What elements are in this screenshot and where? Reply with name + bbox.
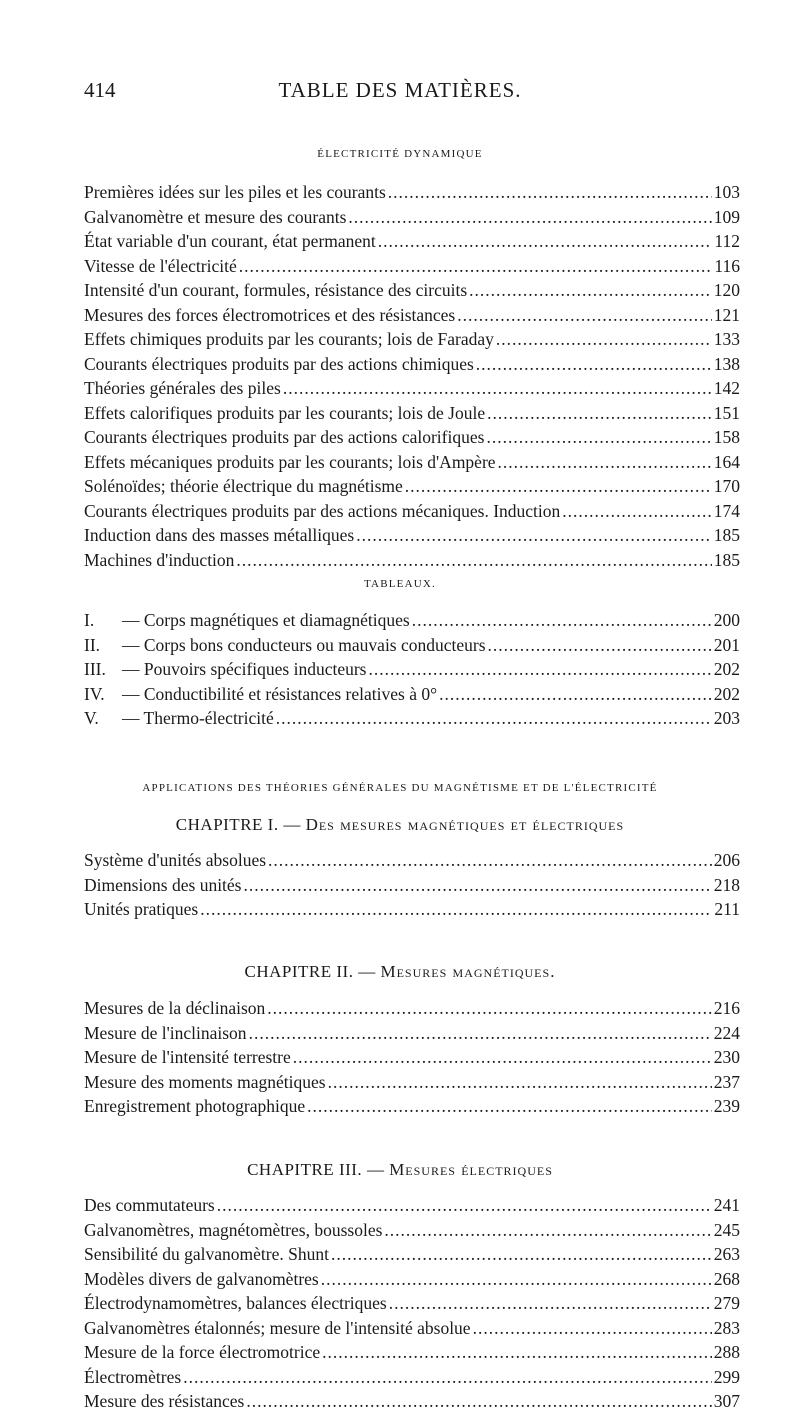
entry-title: Galvanomètres, magnétomètres, boussoles — [84, 1219, 383, 1240]
leader-dots — [498, 452, 712, 473]
entry-title: Induction dans des masses métalliques — [84, 525, 355, 545]
leader-dots — [389, 1293, 712, 1314]
entry-page: 164 — [713, 451, 740, 472]
toc-entry — [84, 182, 740, 207]
leader-dots — [293, 1047, 712, 1068]
toc-chapter-2 — [84, 998, 740, 1121]
chapter-heading-3 — [0, 1160, 800, 1180]
entry-title: Électromètres — [84, 1366, 182, 1387]
chapter-heading-2 — [0, 962, 800, 982]
leader-dots — [322, 1342, 712, 1363]
leader-dots — [384, 1220, 711, 1241]
entry-title: Solénoïdes; théorie électrique du magnétisme — [84, 476, 403, 496]
entry-title: Premières idées sur les piles et les courants — [84, 182, 386, 202]
entry-page: 133 — [713, 329, 740, 349]
leader-dots — [488, 635, 712, 656]
entry-page: 230 — [713, 1047, 740, 1067]
entry-title: Vitesse de l'électricité — [84, 255, 237, 276]
leader-dots — [348, 207, 711, 228]
entry-page: 263 — [713, 1244, 740, 1264]
leader-dots — [276, 708, 712, 729]
entry-title: Électrodynamomètres, balances électriques — [84, 1293, 387, 1313]
toc-entry — [84, 231, 740, 256]
leader-dots — [267, 998, 711, 1019]
entry-title: — Pouvoirs spécifiques inducteurs — [122, 659, 367, 679]
leader-dots — [331, 1244, 712, 1265]
leader-dots — [469, 280, 712, 301]
chapter-heading-1 — [0, 815, 800, 835]
entry-page: 201 — [713, 634, 740, 655]
entry-page: 283 — [713, 1317, 740, 1338]
leader-dots — [473, 1318, 712, 1339]
toc-entry — [84, 659, 740, 684]
entry-page: 170 — [713, 476, 740, 496]
entry-title: Enregistrement photographique — [84, 1096, 306, 1116]
entry-page: 121 — [713, 304, 740, 325]
entry-number: V. — [84, 708, 99, 728]
leader-dots — [457, 305, 712, 326]
toc-entry — [84, 684, 740, 709]
leader-dots — [439, 684, 712, 705]
entry-title: Intensité d'un courant, formules, résistance des circuits — [84, 280, 468, 300]
toc-chapter-1 — [84, 850, 740, 924]
entry-title: — Corps bons conducteurs ou mauvais conducteurs — [122, 634, 486, 655]
entry-title: Effets mécaniques produits par les courants; lois d'Ampère — [84, 451, 496, 472]
leader-dots — [249, 1023, 712, 1044]
section-title-electricite-dynamique: ÉLECTRICITÉ DYNAMIQUE — [317, 148, 483, 160]
page-header — [0, 78, 800, 108]
toc-entry — [84, 256, 740, 281]
chapter-dash: — — [366, 1160, 385, 1179]
entry-number: IV. — [84, 683, 105, 704]
leader-dots — [307, 1096, 712, 1117]
toc-entry — [84, 1244, 740, 1269]
entry-page: 288 — [713, 1342, 740, 1362]
toc-entry — [84, 452, 740, 477]
entry-page: 103 — [713, 182, 740, 202]
entry-page: 200 — [713, 610, 740, 630]
entry-page: 216 — [713, 998, 740, 1018]
entry-page: 206 — [713, 850, 740, 870]
entry-page: 112 — [714, 231, 740, 251]
toc-entry — [84, 1367, 740, 1392]
chapter-subtitle: Mesures magnétiques. — [380, 962, 556, 981]
entry-page: 245 — [713, 1219, 740, 1240]
entry-title: Mesure de l'inclinaison — [84, 1022, 247, 1043]
toc-entry — [84, 427, 740, 452]
entry-title: Dimensions des unités — [84, 874, 242, 895]
entry-title: Mesure de l'intensité terrestre — [84, 1047, 291, 1067]
toc-entry — [84, 403, 740, 428]
entry-title: Effets calorifiques produits par les courants; lois de Joule — [84, 402, 486, 423]
entry-page: 158 — [713, 427, 740, 447]
leader-dots — [487, 403, 712, 424]
entry-title: Courants électriques produits par des actions calorifiques — [84, 427, 485, 447]
toc-entry — [84, 998, 740, 1023]
toc-entry — [84, 1072, 740, 1097]
entry-title: État variable d'un courant, état permanent — [84, 231, 376, 251]
entry-number: II. — [84, 634, 101, 655]
entry-page: 279 — [713, 1293, 740, 1313]
toc-entry — [84, 875, 740, 900]
entry-page: 109 — [713, 206, 740, 227]
toc-entry — [84, 850, 740, 875]
toc-entry — [84, 1047, 740, 1072]
entry-page: 203 — [713, 708, 740, 728]
toc-entry — [84, 1195, 740, 1220]
chapter-subtitle: Des mesures magnétiques et électriques — [305, 815, 625, 834]
toc-entry — [84, 1096, 740, 1121]
leader-dots — [268, 850, 712, 871]
entry-page: 174 — [713, 500, 740, 521]
leader-dots — [356, 525, 712, 546]
entry-number: III. — [84, 659, 106, 679]
entry-title: Unités pratiques — [84, 899, 199, 919]
toc-entry — [84, 1391, 740, 1416]
entry-page: 241 — [713, 1195, 740, 1215]
entry-page: 202 — [713, 659, 740, 679]
toc-entry — [84, 899, 740, 924]
entry-title: Courants électriques produits par des actions chimiques — [84, 353, 474, 374]
entry-page: 142 — [713, 378, 740, 398]
entry-title: Galvanomètre et mesure des courants — [84, 206, 347, 227]
toc-entry — [84, 329, 740, 354]
toc-section-electricite-dynamique — [84, 182, 740, 574]
entry-title: Courants électriques produits par des actions mécaniques. Induction — [84, 500, 561, 521]
chapter-label: CHAPITRE I. — [175, 815, 279, 834]
entry-page: 116 — [714, 255, 740, 276]
leader-dots — [486, 427, 711, 448]
entry-title: Mesure des résistances — [84, 1391, 245, 1411]
leader-dots — [476, 354, 712, 375]
entry-page: 185 — [713, 549, 740, 570]
leader-dots — [405, 476, 712, 497]
toc-entry — [84, 378, 740, 403]
toc-entry — [84, 354, 740, 379]
chapter-dash: — — [358, 962, 376, 981]
toc-entry — [84, 305, 740, 330]
toc-entry — [84, 1318, 740, 1343]
entry-title: Système d'unités absolues — [84, 850, 267, 870]
entry-title: Sensibilité du galvanomètre. Shunt — [84, 1244, 329, 1264]
leader-dots — [239, 256, 712, 277]
toc-section-tableaux — [84, 610, 740, 733]
entry-title: — Conductibilité et résistances relatives à 0° — [122, 683, 438, 704]
entry-title: Mesure de la force électromotrice — [84, 1342, 321, 1362]
entry-title: Galvanomètres étalonnés; mesure de l'intensité absolue — [84, 1317, 471, 1338]
page-number: 414 — [84, 78, 116, 102]
leader-dots — [378, 231, 712, 252]
leader-dots — [388, 182, 712, 203]
chapter-dash: — — [283, 815, 301, 834]
leader-dots — [246, 1391, 711, 1412]
entry-title: Machines d'induction — [84, 549, 235, 570]
toc-entry — [84, 1342, 740, 1367]
leader-dots — [236, 550, 711, 571]
chapter-label: CHAPITRE II. — [244, 962, 354, 981]
entry-number: I. — [84, 610, 95, 630]
entry-page: 202 — [713, 683, 740, 704]
entry-page: 138 — [713, 353, 740, 374]
toc-entry — [84, 1220, 740, 1245]
toc-entry — [84, 476, 740, 501]
entry-page: 237 — [713, 1071, 740, 1092]
toc-entry — [84, 610, 740, 635]
toc-entry — [84, 708, 740, 733]
toc-entry — [84, 207, 740, 232]
entry-page: 307 — [713, 1391, 740, 1411]
chapter-subtitle: Mesures électriques — [389, 1160, 553, 1179]
entry-title: Modèles divers de galvanomètres — [84, 1268, 319, 1289]
entry-page: 239 — [713, 1096, 740, 1116]
entry-title: Mesures de la déclinaison — [84, 998, 266, 1018]
leader-dots — [217, 1195, 712, 1216]
leader-dots — [244, 875, 712, 896]
toc-entry — [84, 501, 740, 526]
section-title-tableaux: TABLEAUX. — [364, 578, 436, 590]
toc-entry — [84, 280, 740, 305]
leader-dots — [321, 1269, 712, 1290]
toc-entry — [84, 525, 740, 550]
toc-entry — [84, 1023, 740, 1048]
entry-page: 185 — [713, 525, 740, 545]
leader-dots — [283, 378, 712, 399]
entry-page: 299 — [713, 1366, 740, 1387]
toc-entry — [84, 550, 740, 575]
leader-dots — [368, 659, 711, 680]
toc-entry — [84, 1293, 740, 1318]
running-title: TABLE DES MATIÈRES. — [278, 78, 522, 102]
entry-page: 224 — [713, 1022, 740, 1043]
section-title-applications: APPLICATIONS DES THÉORIES GÉNÉRALES DU MAGNÉTISME ET DE L'ÉLECTRICITÉ — [142, 782, 658, 794]
entry-title: Mesures des forces électromotrices et des résistances — [84, 304, 456, 325]
leader-dots — [496, 329, 712, 350]
entry-page: 120 — [713, 280, 740, 300]
toc-entry — [84, 635, 740, 660]
toc-chapter-3 — [84, 1195, 740, 1416]
leader-dots — [183, 1367, 712, 1388]
chapter-label: CHAPITRE III. — [247, 1160, 363, 1179]
entry-title: Effets chimiques produits par les courants; lois de Faraday — [84, 329, 494, 349]
toc-entry — [84, 1269, 740, 1294]
leader-dots — [412, 610, 712, 631]
leader-dots — [328, 1072, 712, 1093]
entry-title: — Thermo-électricité — [122, 708, 274, 728]
leader-dots — [200, 899, 712, 920]
entry-page: 218 — [713, 874, 740, 895]
entry-page: 151 — [713, 402, 740, 423]
entry-title: Des commutateurs — [84, 1195, 215, 1215]
leader-dots — [562, 501, 711, 522]
entry-page: 268 — [713, 1268, 740, 1289]
entry-title: Mesure des moments magnétiques — [84, 1071, 326, 1092]
entry-title: Théories générales des piles — [84, 378, 281, 398]
entry-page: 211 — [714, 899, 740, 919]
entry-title: — Corps magnétiques et diamagnétiques — [122, 610, 410, 630]
